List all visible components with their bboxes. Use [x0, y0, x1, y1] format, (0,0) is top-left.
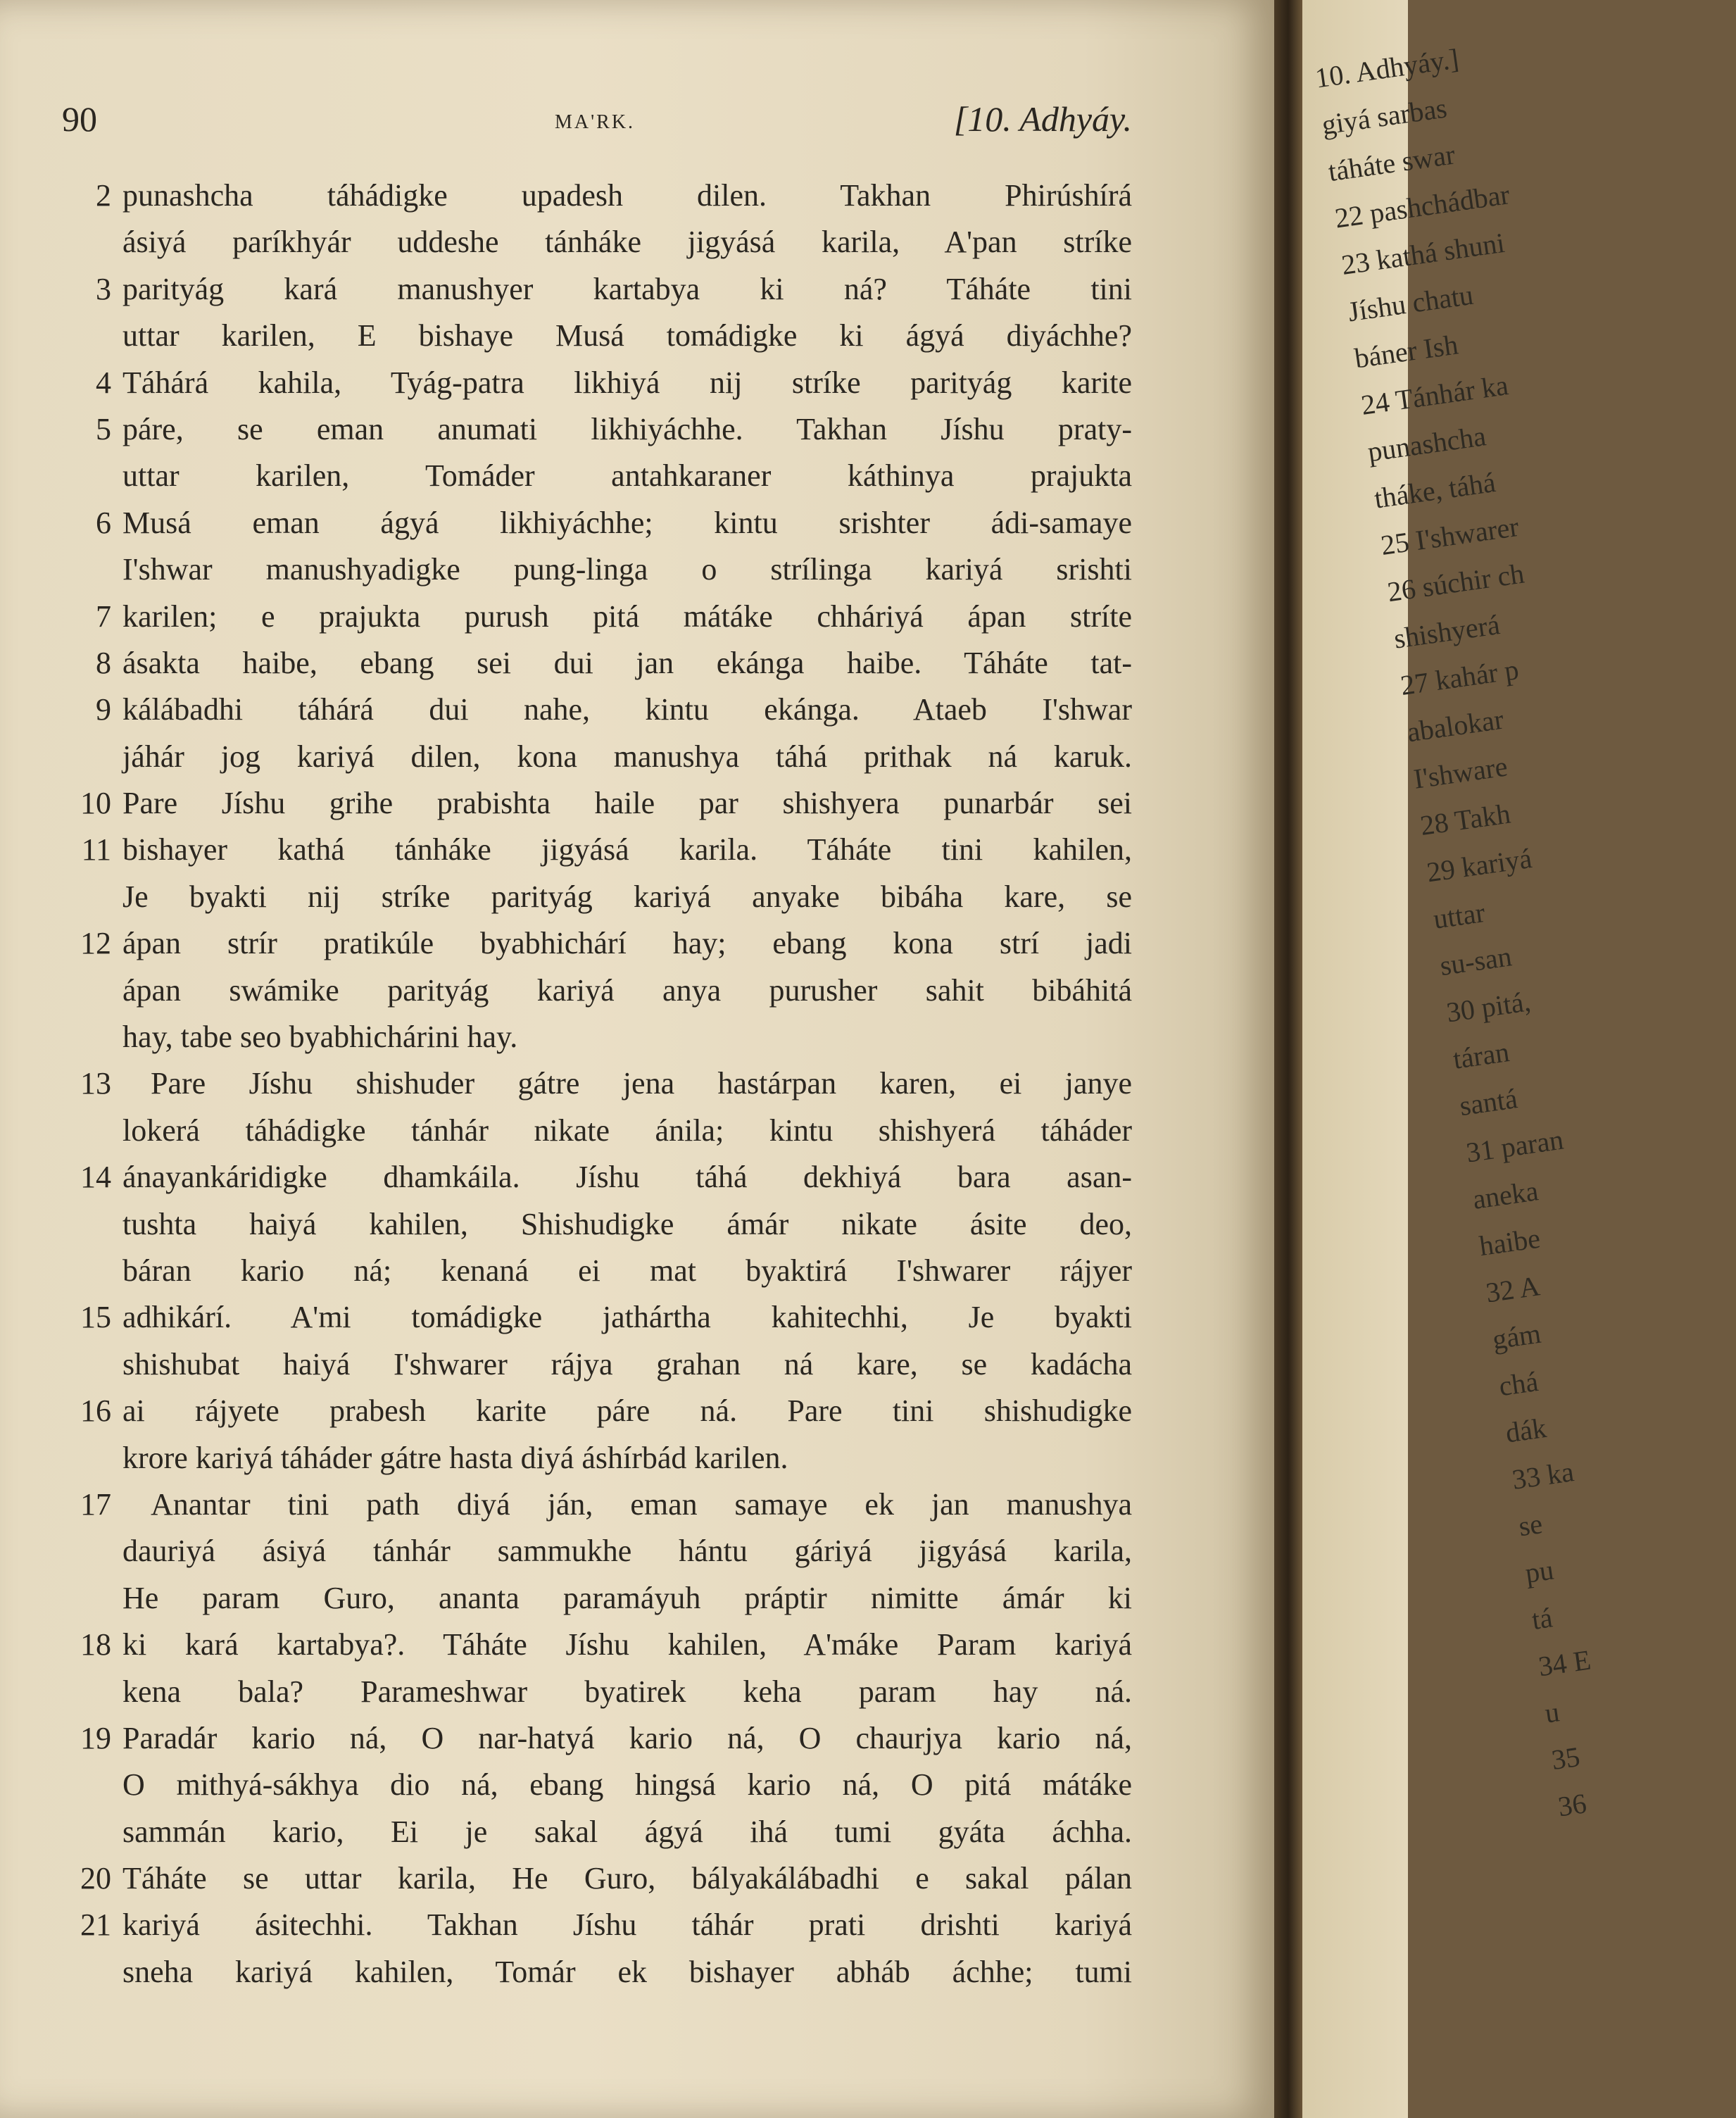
- text-line: [62, 827, 1132, 873]
- line-text: ásakta haibe, ebang sei dui jan ekánga haibe. Táháte tat-: [122, 645, 1132, 680]
- facing-line: 34 E: [1536, 1643, 1593, 1683]
- text-line: [62, 1622, 1132, 1668]
- text-line: [62, 1435, 1132, 1481]
- verse-number: 10: [80, 786, 111, 821]
- text-line: [62, 1388, 1132, 1434]
- line-text: parityág kará manushyer kartabya ki ná? Táháte tini: [122, 271, 1132, 306]
- scripture-text: [62, 173, 1132, 1995]
- text-line: [62, 1060, 1132, 1107]
- text-line: [62, 1108, 1132, 1154]
- text-line: [62, 1248, 1132, 1294]
- line-text: Je byakti nij stríke parityág kariyá anyake bibáha kare, se: [122, 879, 1132, 914]
- line-text: sammán kario, Ei je sakal ágyá ihá tumi gyáta áchha.: [122, 1814, 1132, 1849]
- verse-number: 7: [96, 599, 111, 634]
- text-line: [62, 1014, 1132, 1060]
- facing-line: tá: [1530, 1601, 1554, 1636]
- verse-number: 3: [96, 271, 111, 306]
- verse-number: 21: [80, 1907, 111, 1943]
- verse-number: 5: [96, 411, 111, 446]
- facing-line: su-san: [1438, 940, 1514, 982]
- line-text: dauriyá ásiyá tánhár sammukhe hántu gáriyá jigyásá karila,: [122, 1534, 1132, 1569]
- text-line: [62, 500, 1132, 546]
- verse-number: 12: [80, 926, 111, 961]
- facing-line: chá: [1497, 1365, 1540, 1403]
- facing-line: 25 I'shwarer: [1378, 510, 1521, 561]
- text-line: [62, 1575, 1132, 1622]
- text-line: [62, 266, 1132, 313]
- verse-number: 16: [80, 1393, 111, 1429]
- line-text: ánayankáridigke dhamkáila. Jíshu táhá dekhiyá bara asan-: [122, 1160, 1132, 1195]
- facing-line: tháke, táhá: [1372, 465, 1498, 515]
- facing-line: 10. Adhyáy.]: [1313, 42, 1461, 94]
- line-text: uttar karilen, Tomáder antahkaraner káthinya prajukta: [122, 458, 1132, 494]
- book-page-right-edge: [1302, 0, 1593, 2118]
- facing-line: uttar: [1431, 896, 1487, 935]
- line-text: shishubat haiyá I'shwarer rájya grahan ná kare, se kadácha: [122, 1346, 1132, 1381]
- facing-line: abalokar: [1404, 703, 1506, 748]
- line-text: jáhár jog kariyá dilen, kona manushya táhá prithak ná karuk.: [122, 739, 1132, 774]
- line-text: Musá eman ágyá likhiyáchhe; kintu srishter ádi-samaye: [122, 505, 1132, 540]
- verse-number: 17: [80, 1486, 111, 1522]
- facing-line: 24 Tánhár ka: [1359, 369, 1511, 421]
- facing-line: santá: [1457, 1082, 1520, 1122]
- chapter-reference: [10. Adhyáy.: [953, 99, 1132, 139]
- line-text: páre, se eman anumati likhiyáchhe. Takhan Jíshu praty-: [122, 411, 1132, 446]
- book-gutter: [1274, 0, 1302, 2118]
- line-text: ápan swámike parityág kariyá anya purusher sahit bibáhitá: [122, 972, 1132, 1008]
- facing-line: se: [1516, 1508, 1545, 1543]
- verse-number: 20: [80, 1861, 111, 1896]
- facing-page-text: [1302, 37, 1691, 1831]
- facing-line: 23 kathá shuni: [1339, 226, 1507, 281]
- text-line: [62, 360, 1132, 406]
- line-text: Paradár kario ná, O nar-hatyá kario ná, O chaurjya kario ná,: [122, 1720, 1132, 1755]
- running-title: MA'RK.: [555, 111, 636, 133]
- verse-number: 8: [96, 645, 111, 680]
- text-line: [62, 874, 1132, 920]
- facing-line: Jíshu chatu: [1346, 278, 1476, 328]
- verse-number: 18: [80, 1627, 111, 1662]
- facing-line: giyá sarbas: [1319, 92, 1449, 141]
- text-line: [62, 173, 1132, 219]
- page-number: 90: [62, 99, 97, 139]
- line-text: sneha kariyá kahilen, Tomár ek bishayer abháb áchhe; tumi: [122, 1954, 1132, 1989]
- facing-line: gám: [1490, 1317, 1543, 1355]
- line-text: Pare Jíshu grihe prabishta haile par shishyera punarbár sei: [122, 786, 1132, 821]
- text-line: [62, 1201, 1132, 1248]
- line-text: Táhárá kahila, Tyág-patra likhiyá nij stríke parityág karite: [122, 365, 1132, 400]
- line-text: bishayer kathá tánháke jigyásá karila. Táháte tini kahilen,: [122, 832, 1132, 867]
- facing-line: táran: [1451, 1036, 1511, 1075]
- text-line: [62, 594, 1132, 640]
- verse-number: 13: [80, 1066, 111, 1101]
- text-line: [62, 1762, 1132, 1808]
- line-text: hay, tabe seo byabhichárini hay.: [122, 1020, 518, 1055]
- facing-line: 35: [1549, 1740, 1582, 1777]
- line-text: ásiyá paríkhyár uddeshe tánháke jigyásá karila, A'pan stríke: [122, 225, 1132, 260]
- facing-line: 33 ka: [1510, 1455, 1576, 1496]
- line-text: ápan strír pratikúle byabhichárí hay; ebang kona strí jadi: [122, 926, 1132, 961]
- line-text: kálábadhi táhárá dui nahe, kintu ekánga. Ataeb I'shwar: [122, 692, 1132, 727]
- text-line: [62, 1949, 1132, 1995]
- text-line: [62, 1855, 1132, 1902]
- line-text: Pare Jíshu shishuder gátre jena hastárpan karen, ei janye: [151, 1066, 1132, 1101]
- verse-number: 11: [81, 832, 111, 867]
- text-line: [62, 1154, 1132, 1201]
- text-line: [62, 219, 1132, 265]
- facing-line: 32 A: [1483, 1270, 1542, 1309]
- facing-line: haibe: [1477, 1222, 1542, 1262]
- text-line: [62, 1341, 1132, 1388]
- text-line: [62, 687, 1132, 733]
- facing-line: shishyerá: [1392, 608, 1502, 655]
- facing-line: 30 pitá,: [1444, 985, 1533, 1029]
- facing-line: báner Ish: [1352, 328, 1460, 375]
- verse-number: 9: [96, 692, 111, 727]
- line-text: lokerá táhádigke tánhár nikate ánila; kintu shishyerá táháder: [122, 1113, 1132, 1148]
- text-line: [62, 453, 1132, 499]
- line-text: He param Guro, ananta paramáyuh práptir nimitte ámár ki: [122, 1580, 1132, 1615]
- line-text: adhikárí. A'mi tomádigke jathártha kahitechhi, Je byakti: [122, 1300, 1132, 1335]
- verse-number: 2: [96, 178, 111, 213]
- facing-line: 36: [1556, 1787, 1589, 1823]
- line-text: I'shwar manushyadigke pung-linga o strílinga kariyá srishti: [122, 552, 1132, 587]
- line-text: punashcha táhádigke upadesh dilen. Takhan Phirúshírá: [122, 178, 1132, 213]
- line-text: ki kará kartabya?. Táháte Jíshu kahilen, A'máke Param kariyá: [122, 1627, 1132, 1662]
- facing-line: I'shware: [1411, 750, 1510, 795]
- line-text: uttar karilen, E bishaye Musá tomádigke ki ágyá diyáchhe?: [122, 318, 1132, 353]
- line-text: O mithyá-sákhya dio ná, ebang hingsá kario ná, O pitá mátáke: [122, 1767, 1132, 1803]
- verse-number: 14: [80, 1160, 111, 1195]
- text-line: [62, 1294, 1132, 1341]
- line-text: Anantar tini path diyá ján, eman samaye ek jan manushya: [151, 1486, 1132, 1522]
- facing-line: 29 kariyá: [1424, 841, 1534, 889]
- text-line: [62, 1528, 1132, 1574]
- line-text: ai rájyete prabesh karite páre ná. Pare tini shishudigke: [122, 1393, 1132, 1429]
- line-text: karilen; e prajukta purush pitá mátáke chháriyá ápan stríte: [122, 599, 1132, 634]
- line-text: báran kario ná; kenaná ei mat byaktirá I'shwarer rájyer: [122, 1253, 1132, 1288]
- verse-number: 6: [96, 505, 111, 540]
- text-line: [62, 734, 1132, 780]
- text-line: [62, 1809, 1132, 1855]
- facing-line: dák: [1503, 1411, 1549, 1449]
- facing-line: 22 pashchádbar: [1333, 178, 1512, 234]
- text-line: [62, 640, 1132, 687]
- facing-line: 31 paran: [1464, 1123, 1566, 1169]
- text-line: [62, 780, 1132, 827]
- line-text: kena bala? Parameshwar byatirek keha param hay ná.: [122, 1674, 1132, 1709]
- facing-line: aneka: [1471, 1174, 1540, 1215]
- facing-line: 26 súchir ch: [1385, 557, 1526, 608]
- page-header: [62, 99, 1132, 155]
- text-line: [62, 406, 1132, 453]
- line-text: kariyá ásitechhi. Takhan Jíshu táhár prati drishti kariyá: [122, 1907, 1132, 1943]
- verse-number: 19: [80, 1720, 111, 1755]
- facing-line: 27 kahár p: [1398, 653, 1521, 702]
- line-text: Táháte se uttar karila, He Guro, bályakálábadhi e sakal pálan: [122, 1861, 1132, 1896]
- line-text: krore kariyá táháder gátre hasta diyá áshírbád karilen.: [122, 1440, 788, 1475]
- facing-line: 28 Takh: [1418, 797, 1513, 842]
- text-line: [62, 920, 1132, 967]
- text-line: [62, 1902, 1132, 1948]
- text-line: [62, 313, 1132, 359]
- line-text: tushta haiyá kahilen, Shishudigke ámár nikate ásite deo,: [122, 1206, 1132, 1241]
- facing-line: u: [1542, 1696, 1561, 1729]
- text-line: [62, 1669, 1132, 1715]
- text-line: [62, 1481, 1132, 1528]
- text-line: [62, 546, 1132, 593]
- verse-number: 4: [96, 365, 111, 400]
- facing-line: táháte swar: [1326, 138, 1457, 188]
- facing-line: pu: [1523, 1553, 1556, 1589]
- verse-number: 15: [80, 1300, 111, 1335]
- text-line: [62, 1715, 1132, 1762]
- text-line: [62, 967, 1132, 1014]
- facing-line: punashcha: [1365, 420, 1488, 468]
